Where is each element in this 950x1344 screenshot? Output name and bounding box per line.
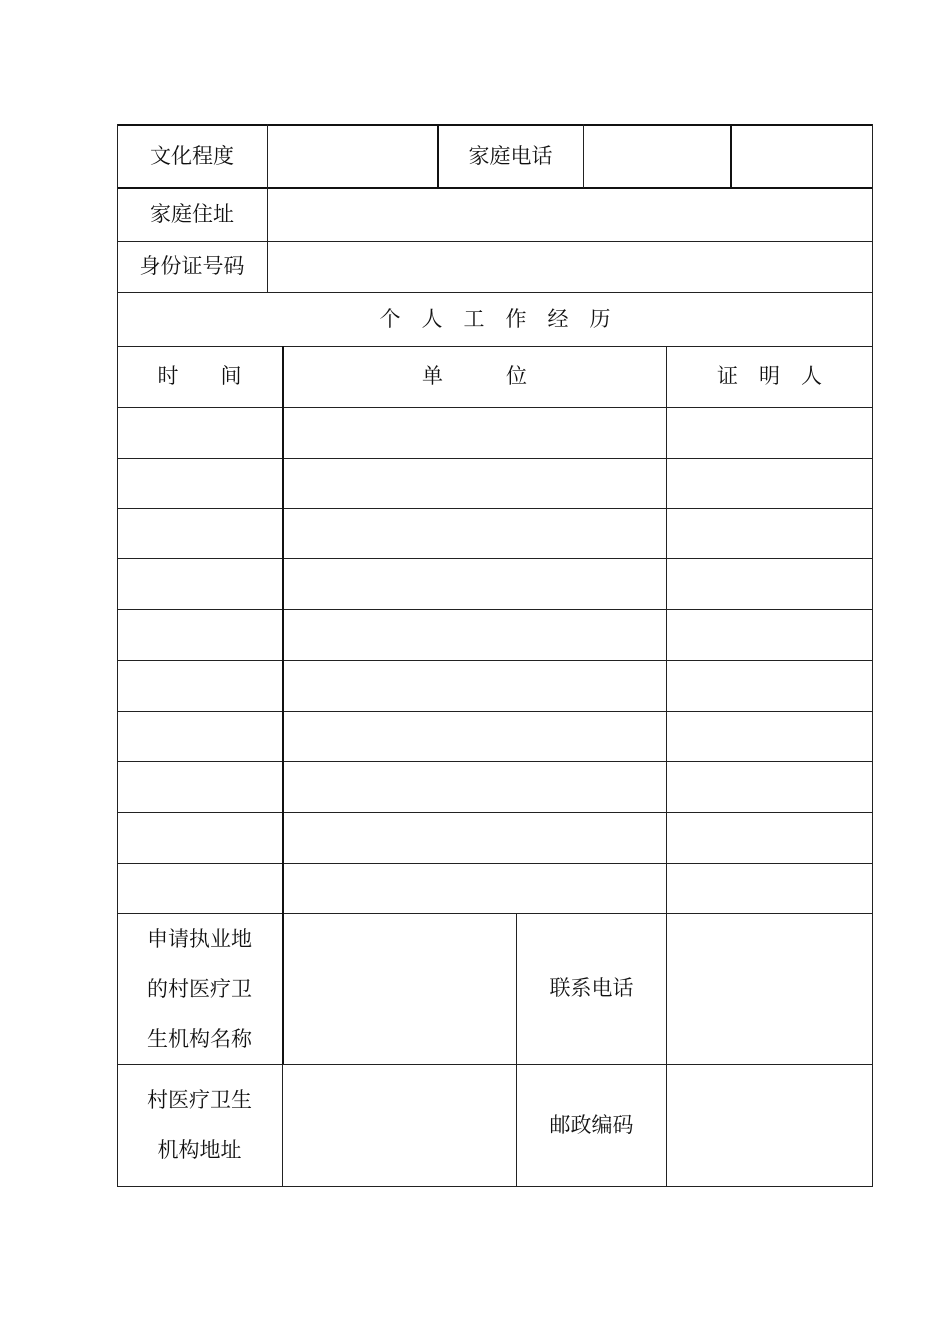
line-h3	[117, 558, 873, 559]
col-time-header: 时 间	[157, 364, 242, 388]
work-history-title: 个 人 工 作 经 历	[379, 306, 611, 331]
education-label: 文化程度	[150, 143, 234, 168]
apply-institution-line-1: 申请执业地	[147, 926, 252, 951]
line-h9	[117, 863, 873, 864]
contact-phone-field[interactable]	[667, 913, 872, 1064]
line-header	[117, 407, 873, 408]
line-h8	[117, 812, 873, 813]
line-bottom	[117, 1186, 873, 1187]
line-h2	[117, 508, 873, 509]
home-phone-label: 家庭电话	[468, 143, 553, 168]
postal-code-field[interactable]	[667, 1064, 872, 1186]
registration-form	[117, 124, 873, 1187]
apply-institution-field[interactable]	[283, 913, 516, 1064]
id-number-field[interactable]	[267, 241, 872, 292]
line-right	[872, 124, 873, 1187]
home-address-label: 家庭住址	[150, 202, 234, 226]
apply-institution-label	[117, 913, 282, 1064]
contact-phone-label: 联系电话	[549, 976, 634, 1000]
line-h7	[117, 761, 873, 762]
line-h5	[117, 660, 873, 661]
postal-code-label: 邮政编码	[549, 1112, 634, 1137]
institution-address-label	[117, 1064, 282, 1186]
institution-address-line-2: 机构地址	[157, 1138, 242, 1162]
apply-institution-line-2: 的村医疗卫	[147, 976, 252, 1001]
id-number-label: 身份证号码	[139, 254, 245, 278]
apply-institution-line-3: 生机构名称	[147, 1026, 252, 1051]
institution-address-field[interactable]	[283, 1064, 516, 1186]
line-h1	[117, 458, 873, 459]
home-phone-field[interactable]	[583, 124, 730, 188]
line-h4	[117, 609, 873, 610]
education-field[interactable]	[267, 124, 437, 188]
institution-address-line-1: 村医疗卫生	[147, 1088, 252, 1112]
line-h6	[117, 711, 873, 712]
home-address-field[interactable]	[267, 188, 872, 241]
col-witness-header: 证 明 人	[717, 364, 822, 388]
photo-field[interactable]	[731, 124, 873, 188]
col-unit-header: 单 位	[422, 364, 527, 388]
